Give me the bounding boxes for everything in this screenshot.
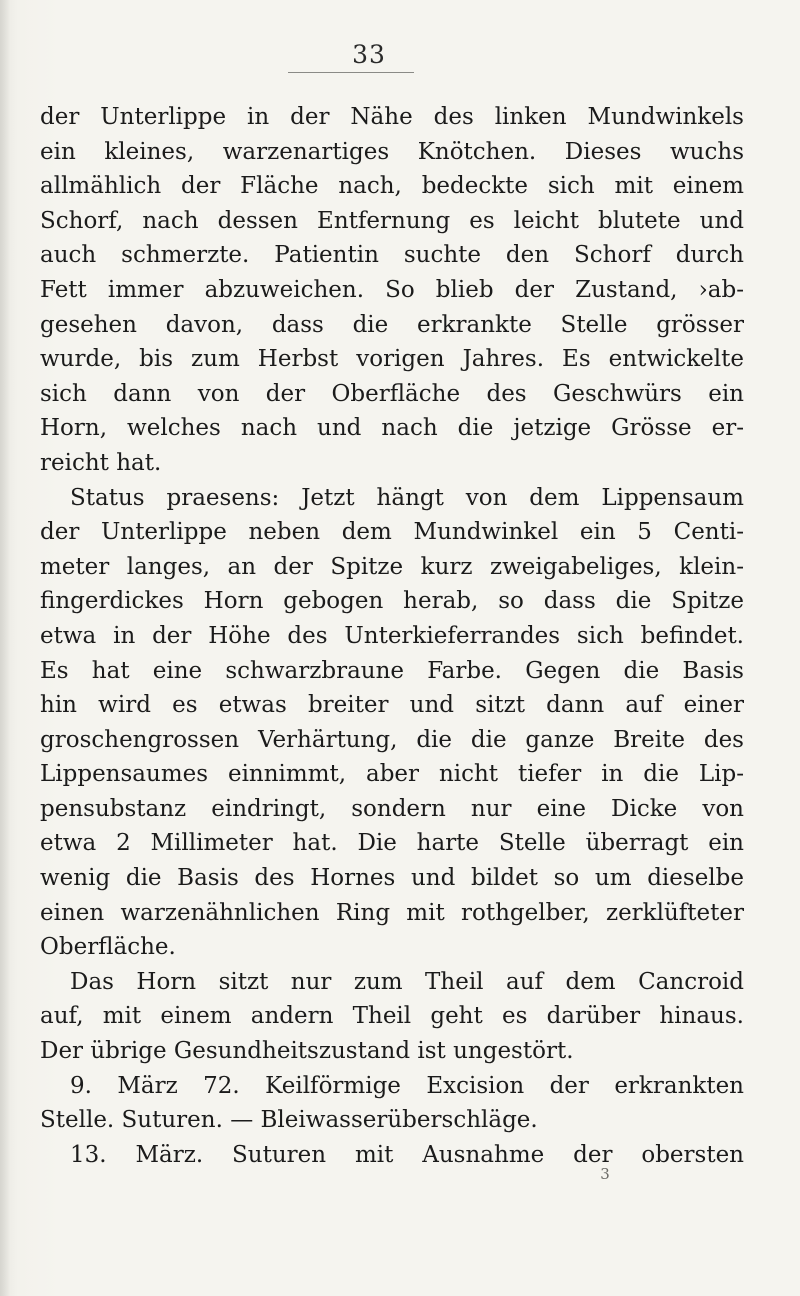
text-line: hin wird es etwas breiter und sitzt dann auf einer [40,692,744,719]
paragraph-start-line: Status praesens: Jetzt hängt von dem Lippensaum [70,484,744,511]
text-line: auf, mit einem andern Theil geht es darüber hinaus. [40,1003,744,1030]
paragraph-start-line: 13. März. Suturen mit Ausnahme der obersten [70,1141,744,1168]
text-line: allmählich der Fläche nach, bedeckte sich mit einem [40,173,744,200]
text-line: Horn, welches nach und nach die jetzige Grösse er- [40,415,744,442]
text-line: Der übrige Gesundheitszustand ist ungestört. [40,1038,574,1065]
paragraph-start-line: 9. März 72. Keilförmige Excision der erkrankten [70,1072,744,1099]
text-line: etwa 2 Millimeter hat. Die harte Stelle überragt ein [40,830,744,857]
body-text [40,100,744,1172]
text-line: sich dann von der Oberfläche des Geschwürs ein [40,380,744,407]
text-line: auch schmerzte. Patientin suchte den Schorf durch [40,242,744,269]
signature-mark: 3 [600,1165,610,1183]
text-line: etwa in der Höhe des Unterkieferrandes sich befindet. [40,622,744,649]
text-line: pensubstanz eindringt, sondern nur eine Dicke von [40,795,744,822]
text-line: der Unterlippe in der Nähe des linken Mundwinkels [40,104,744,130]
text-line: fingerdickes Horn gebogen herab, so dass die Spitze [40,588,744,615]
page-number: 33 [352,40,386,69]
text-line: groschengrossen Verhärtung, die die ganze Breite des [40,726,744,753]
text-line: ein kleines, warzenartiges Knötchen. Dieses wuchs [40,138,744,165]
text-line: Fett immer abzuweichen. So blieb der Zustand, ›ab- [40,276,744,303]
text-line: Es hat eine schwarzbraune Farbe. Gegen die Basis [40,657,744,684]
text-line: einen warzenähnlichen Ring mit rothgelber, zerklüfteter [40,899,744,926]
text-line: Schorf, nach dessen Entfernung es leicht blutete und [40,207,744,234]
text-line: Oberfläche. [40,934,176,961]
text-line: meter langes, an der Spitze kurz zweigabeliges, klein- [40,553,744,580]
page-edge-shadow [0,0,10,1296]
text-line: Stelle. Suturen. — Bleiwasserüberschläge. [40,1107,538,1134]
text-line: Lippensaumes einnimmt, aber nicht tiefer in die Lip- [40,761,744,788]
text-line: wenig die Basis des Hornes und bildet so um dieselbe [40,865,744,892]
text-line: wurde, bis zum Herbst vorigen Jahres. Es entwickelte [40,346,744,373]
text-line: gesehen davon, dass die erkrankte Stelle grösser [40,311,744,338]
paragraph-start-line: Das Horn sitzt nur zum Theil auf dem Cancroid [70,968,744,995]
text-line: reicht hat. [40,449,162,476]
text-line: der Unterlippe neben dem Mundwinkel ein 5 Centi- [40,519,744,546]
header-rule [288,72,414,73]
